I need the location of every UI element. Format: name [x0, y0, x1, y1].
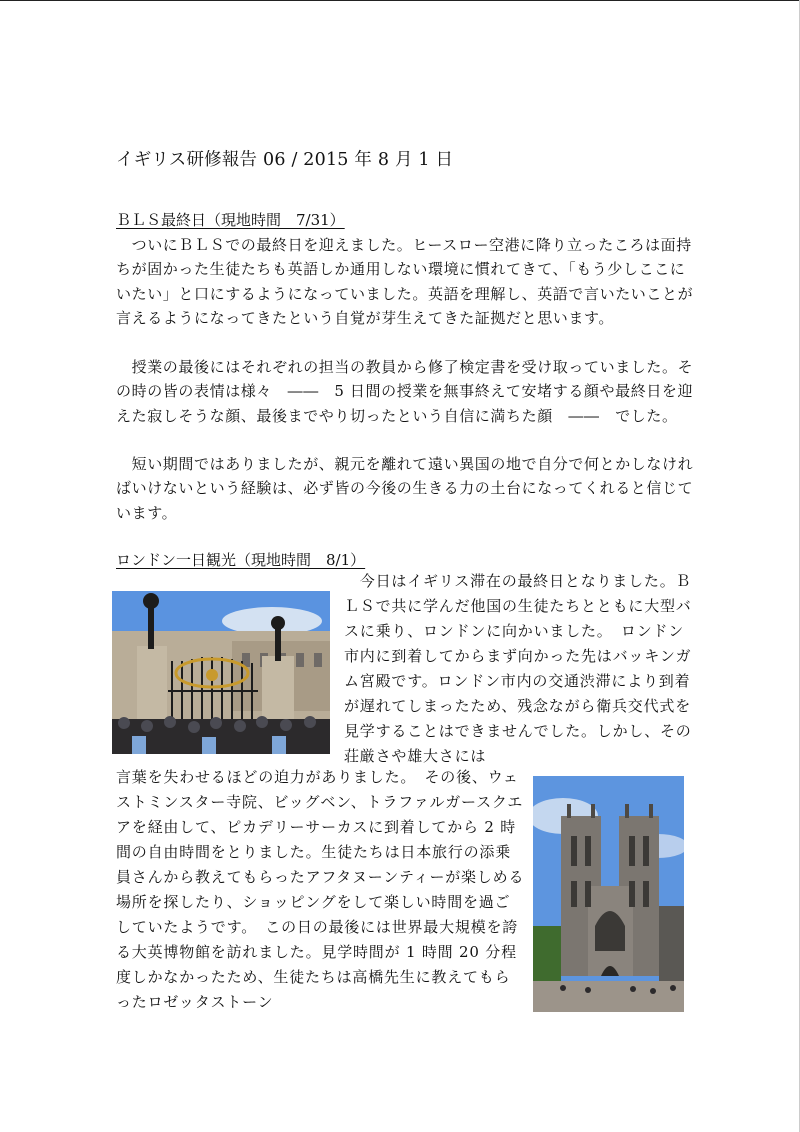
westminster-abbey-photo — [533, 776, 684, 1012]
section1-paragraph-2: 授業の最後にはそれぞれの担当の教員から修了検定書を受け取っていました。その時の皆の表情は様々 ―― 5 日間の授業を無事終えて安堵する顔や最終日を迎えた寂しそうな顔、最後までやり切ったという自信に満ちた顔 ―― でした。 — [116, 358, 694, 425]
top-border — [0, 0, 800, 1]
section-heading-bls-last-day: ＢＬＳ最終日（現地時間 7/31） — [116, 211, 345, 229]
section2-paragraph-1: 今日はイギリス滞在の最終日となりました。ＢＬＳで共に学んだ他国の生徒たちとともに大型バスに乗り、ロンドンに向かいました。 ロンドン市内に到着してからまず向かった先はバッキンガム宮殿です。ロンドン市内の交通渋滞により到着が遅れてしまったため、残念ながら衛兵交代式を見学することはできませんでした。しかし、その荘厳さや雄大さには — [344, 572, 692, 765]
section1-paragraph-1: ついにＢＬＳでの最終日を迎えました。ヒースロー空港に降り立ったころは面持ちが固かった生徒たちも英語しか通用しない環境に慣れてきて、「もう少しここにいたい」と口にするようになっていました。英語を理解し、英語で言いたいことが言えるようになってきたという自覚が芽生えてきた証拠だと思います。 — [116, 236, 694, 328]
section1-paragraph-3: 短い期間ではありましたが、親元を離れて遠い異国の地で自分で何とかしなければいけないという経験は、必ず皆の今後の生きる力の土台になってくれると信じています。 — [116, 455, 694, 522]
document-title: イギリス研修報告 06 / 2015 年 8 月 1 日 — [116, 150, 454, 170]
buckingham-palace-photo — [112, 591, 330, 754]
section2-paragraph-2: 言葉を失わせるほどの迫力がありました。 その後、ウェストミンスター寺院、ビッグベン、トラファルガースクエアを経由して、ピカデリーサーカスに到着してから 2 時間の自由時間をとりました。生徒たちは日本旅行の添乗員さんから教えてもらったアフタヌーンティーが楽しめる場所を探したり、ショッピングをして楽しい時間を過ごしていたようです。 この日の最後には世界最大規模を誇る大英博物館を訪れました。見学時間が 1 時間 20 分程度しかなかったため、生徒たちは高橋先生に教えてもらったロゼッタストーン — [116, 768, 525, 1011]
section-heading-london-tour: ロンドン一日観光（現地時間 8/1） — [116, 551, 366, 569]
